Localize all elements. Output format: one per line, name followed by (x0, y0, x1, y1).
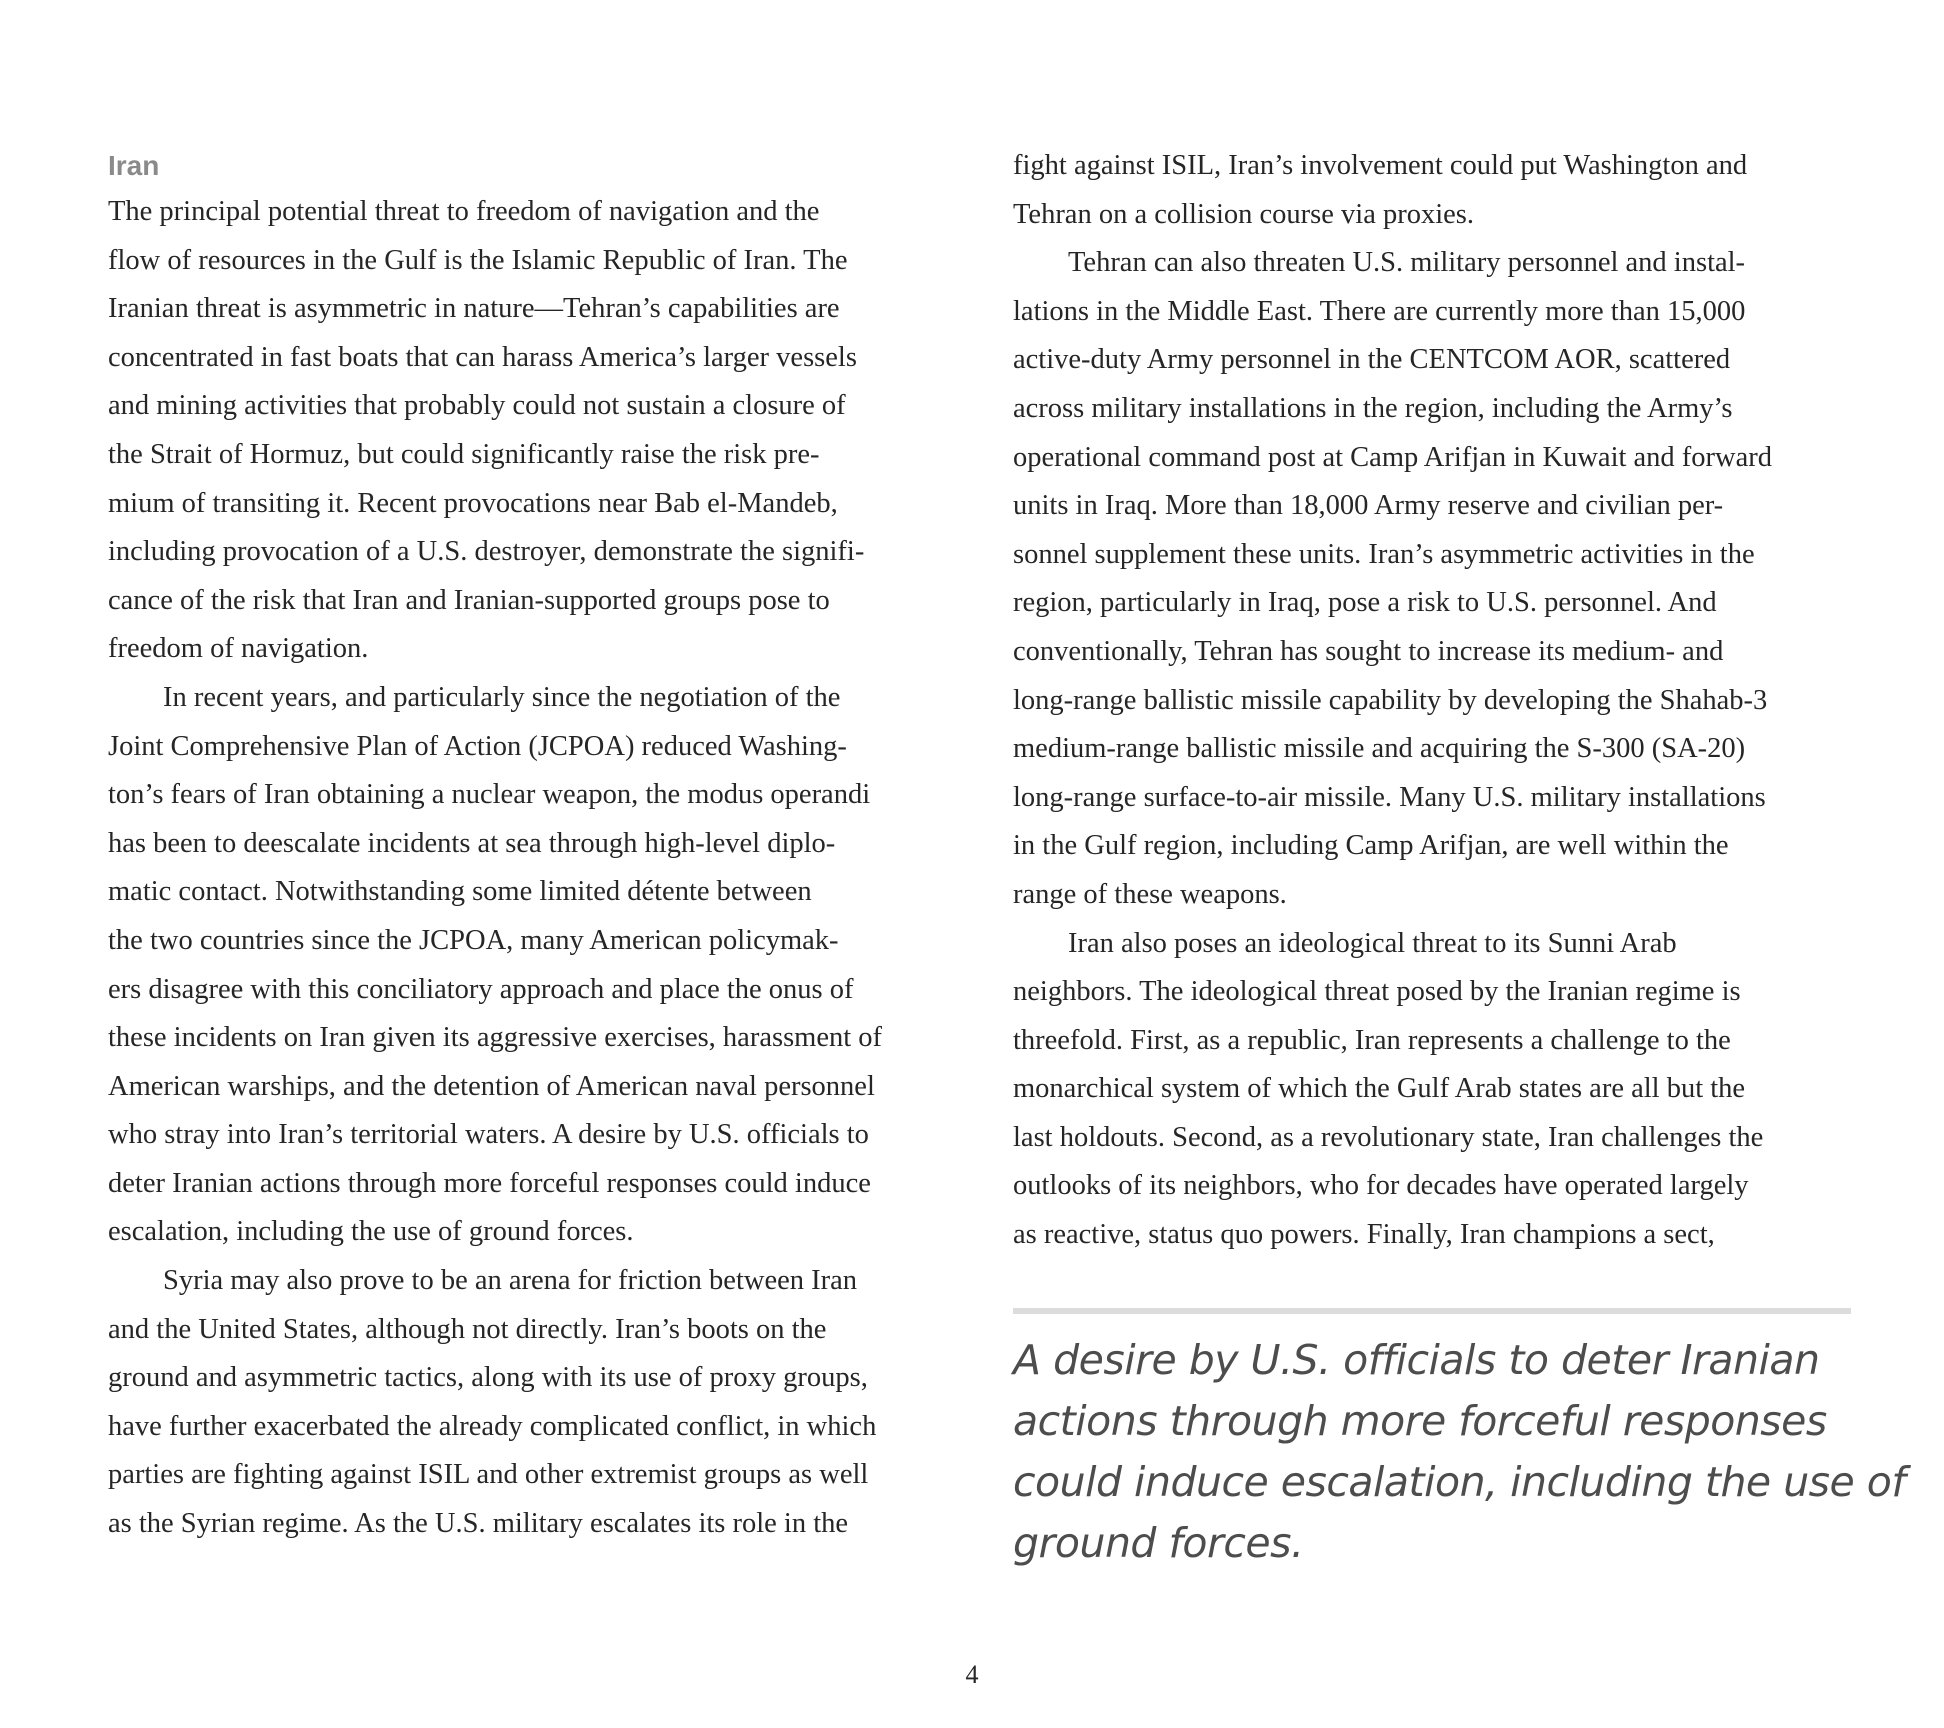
text-line: escalation, including the use of ground forces. (108, 1216, 634, 1248)
text-line: ers disagree with this conciliatory approach and place the onus of (108, 973, 854, 1005)
text-line: operational command post at Camp Arifjan in Kuwait and forward (1013, 441, 1773, 473)
text-line: cance of the risk that Iran and Iranian-supported groups pose to (108, 584, 830, 616)
text-line: deter Iranian actions through more forceful responses could induce (108, 1167, 871, 1199)
text-line: freedom of navigation. (108, 633, 369, 665)
pull-quote-line: actions through more forceful responses (1013, 1397, 1827, 1445)
text-line: and mining activities that probably could not sustain a closure of (108, 390, 846, 422)
pull-quote-line: ground forces. (1013, 1519, 1304, 1567)
section-heading: Iran (108, 150, 160, 181)
pull-quote-text (1013, 1330, 1906, 1574)
text-line: ton’s fears of Iran obtaining a nuclear weapon, the modus operandi (108, 779, 871, 811)
text-line: Syria may also prove to be an arena for friction between Iran (163, 1265, 858, 1297)
text-line: region, particularly in Iraq, pose a risk to U.S. personnel. And (1013, 587, 1717, 619)
text-line: parties are fighting against ISIL and other extremist groups as well (108, 1459, 869, 1491)
right-column (1013, 142, 1853, 1260)
text-line: In recent years, and particularly since the negotiation of the (163, 681, 841, 713)
left-column-text (108, 188, 948, 1549)
text-line: sonnel supplement these units. Iran’s asymmetric activities in the (1013, 538, 1755, 570)
pull-quote-line: A desire by U.S. officials to deter Iranian (1013, 1336, 1820, 1384)
text-line: Iranian threat is asymmetric in nature—Tehran’s capabilities are (108, 293, 840, 325)
right-column-text (1013, 142, 1853, 1260)
text-line: Joint Comprehensive Plan of Action (JCPOA) reduced Washing- (108, 730, 847, 762)
text-line: the Strait of Hormuz, but could significantly raise the risk pre- (108, 438, 820, 470)
text-line: Iran also poses an ideological threat to its Sunni Arab (1068, 927, 1677, 959)
text-line: in the Gulf region, including Camp Arifjan, are well within the (1013, 830, 1729, 862)
text-line: Tehran can also threaten U.S. military personnel and instal- (1068, 247, 1746, 279)
text-line: medium-range ballistic missile and acquiring the S-300 (SA-20) (1013, 733, 1746, 765)
text-line: lations in the Middle East. There are currently more than 15,000 (1013, 295, 1746, 327)
text-line: monarchical system of which the Gulf Arab states are all but the (1013, 1073, 1746, 1105)
text-line: the two countries since the JCPOA, many American policymak- (108, 924, 839, 956)
text-line: neighbors. The ideological threat posed by the Iranian regime is (1013, 976, 1741, 1008)
text-line: American warships, and the detention of American naval personnel (108, 1070, 875, 1102)
text-line: threefold. First, as a republic, Iran represents a challenge to the (1013, 1024, 1731, 1056)
text-line: including provocation of a U.S. destroyer, demonstrate the signifi- (108, 536, 865, 568)
text-line: conventionally, Tehran has sought to increase its medium- and (1013, 635, 1724, 667)
page-number: 4 (965, 1660, 979, 1689)
text-line: these incidents on Iran given its aggressive exercises, harassment of (108, 1022, 883, 1054)
left-column (108, 142, 948, 1549)
text-line: mium of transiting it. Recent provocations near Bab el-Mandeb, (108, 487, 838, 519)
text-line: who stray into Iran’s territorial waters. A desire by U.S. officials to (108, 1119, 869, 1151)
text-line: outlooks of its neighbors, who for decades have operated largely (1013, 1170, 1749, 1202)
text-line: have further exacerbated the already complicated conflict, in which (108, 1410, 877, 1442)
text-line: long-range ballistic missile capability by developing the Shahab-3 (1013, 684, 1768, 716)
text-line: The principal potential threat to freedom of navigation and the (108, 196, 820, 227)
pull-quote (1013, 1308, 1906, 1574)
text-line: has been to deescalate incidents at sea through high-level diplo- (108, 827, 836, 859)
text-line: as the Syrian regime. As the U.S. military escalates its role in the (108, 1508, 849, 1540)
text-line: ground and asymmetric tactics, along with its use of proxy groups, (108, 1362, 868, 1394)
text-line: active-duty Army personnel in the CENTCOM AOR, scattered (1013, 344, 1731, 376)
text-line: Tehran on a collision course via proxies. (1013, 198, 1474, 230)
text-line: flow of resources in the Gulf is the Islamic Republic of Iran. The (108, 244, 848, 276)
text-line: range of these weapons. (1013, 878, 1287, 910)
text-line: matic contact. Notwithstanding some limited détente between (108, 876, 812, 908)
text-line: concentrated in fast boats that can harass America’s larger vessels (108, 341, 857, 373)
text-line: across military installations in the region, including the Army’s (1013, 392, 1733, 424)
text-line: fight against ISIL, Iran’s involvement could put Washington and (1013, 150, 1748, 181)
text-line: long-range surface-to-air missile. Many U.S. military installations (1013, 781, 1766, 813)
text-line: as reactive, status quo powers. Finally, Iran champions a sect, (1013, 1219, 1715, 1251)
pull-quote-line: could induce escalation, including the use of (1013, 1458, 1906, 1506)
text-line: last holdouts. Second, as a revolutionary state, Iran challenges the (1013, 1121, 1764, 1153)
text-line: units in Iraq. More than 18,000 Army reserve and civilian per- (1013, 490, 1724, 522)
text-line: and the United States, although not directly. Iran’s boots on the (108, 1313, 827, 1345)
